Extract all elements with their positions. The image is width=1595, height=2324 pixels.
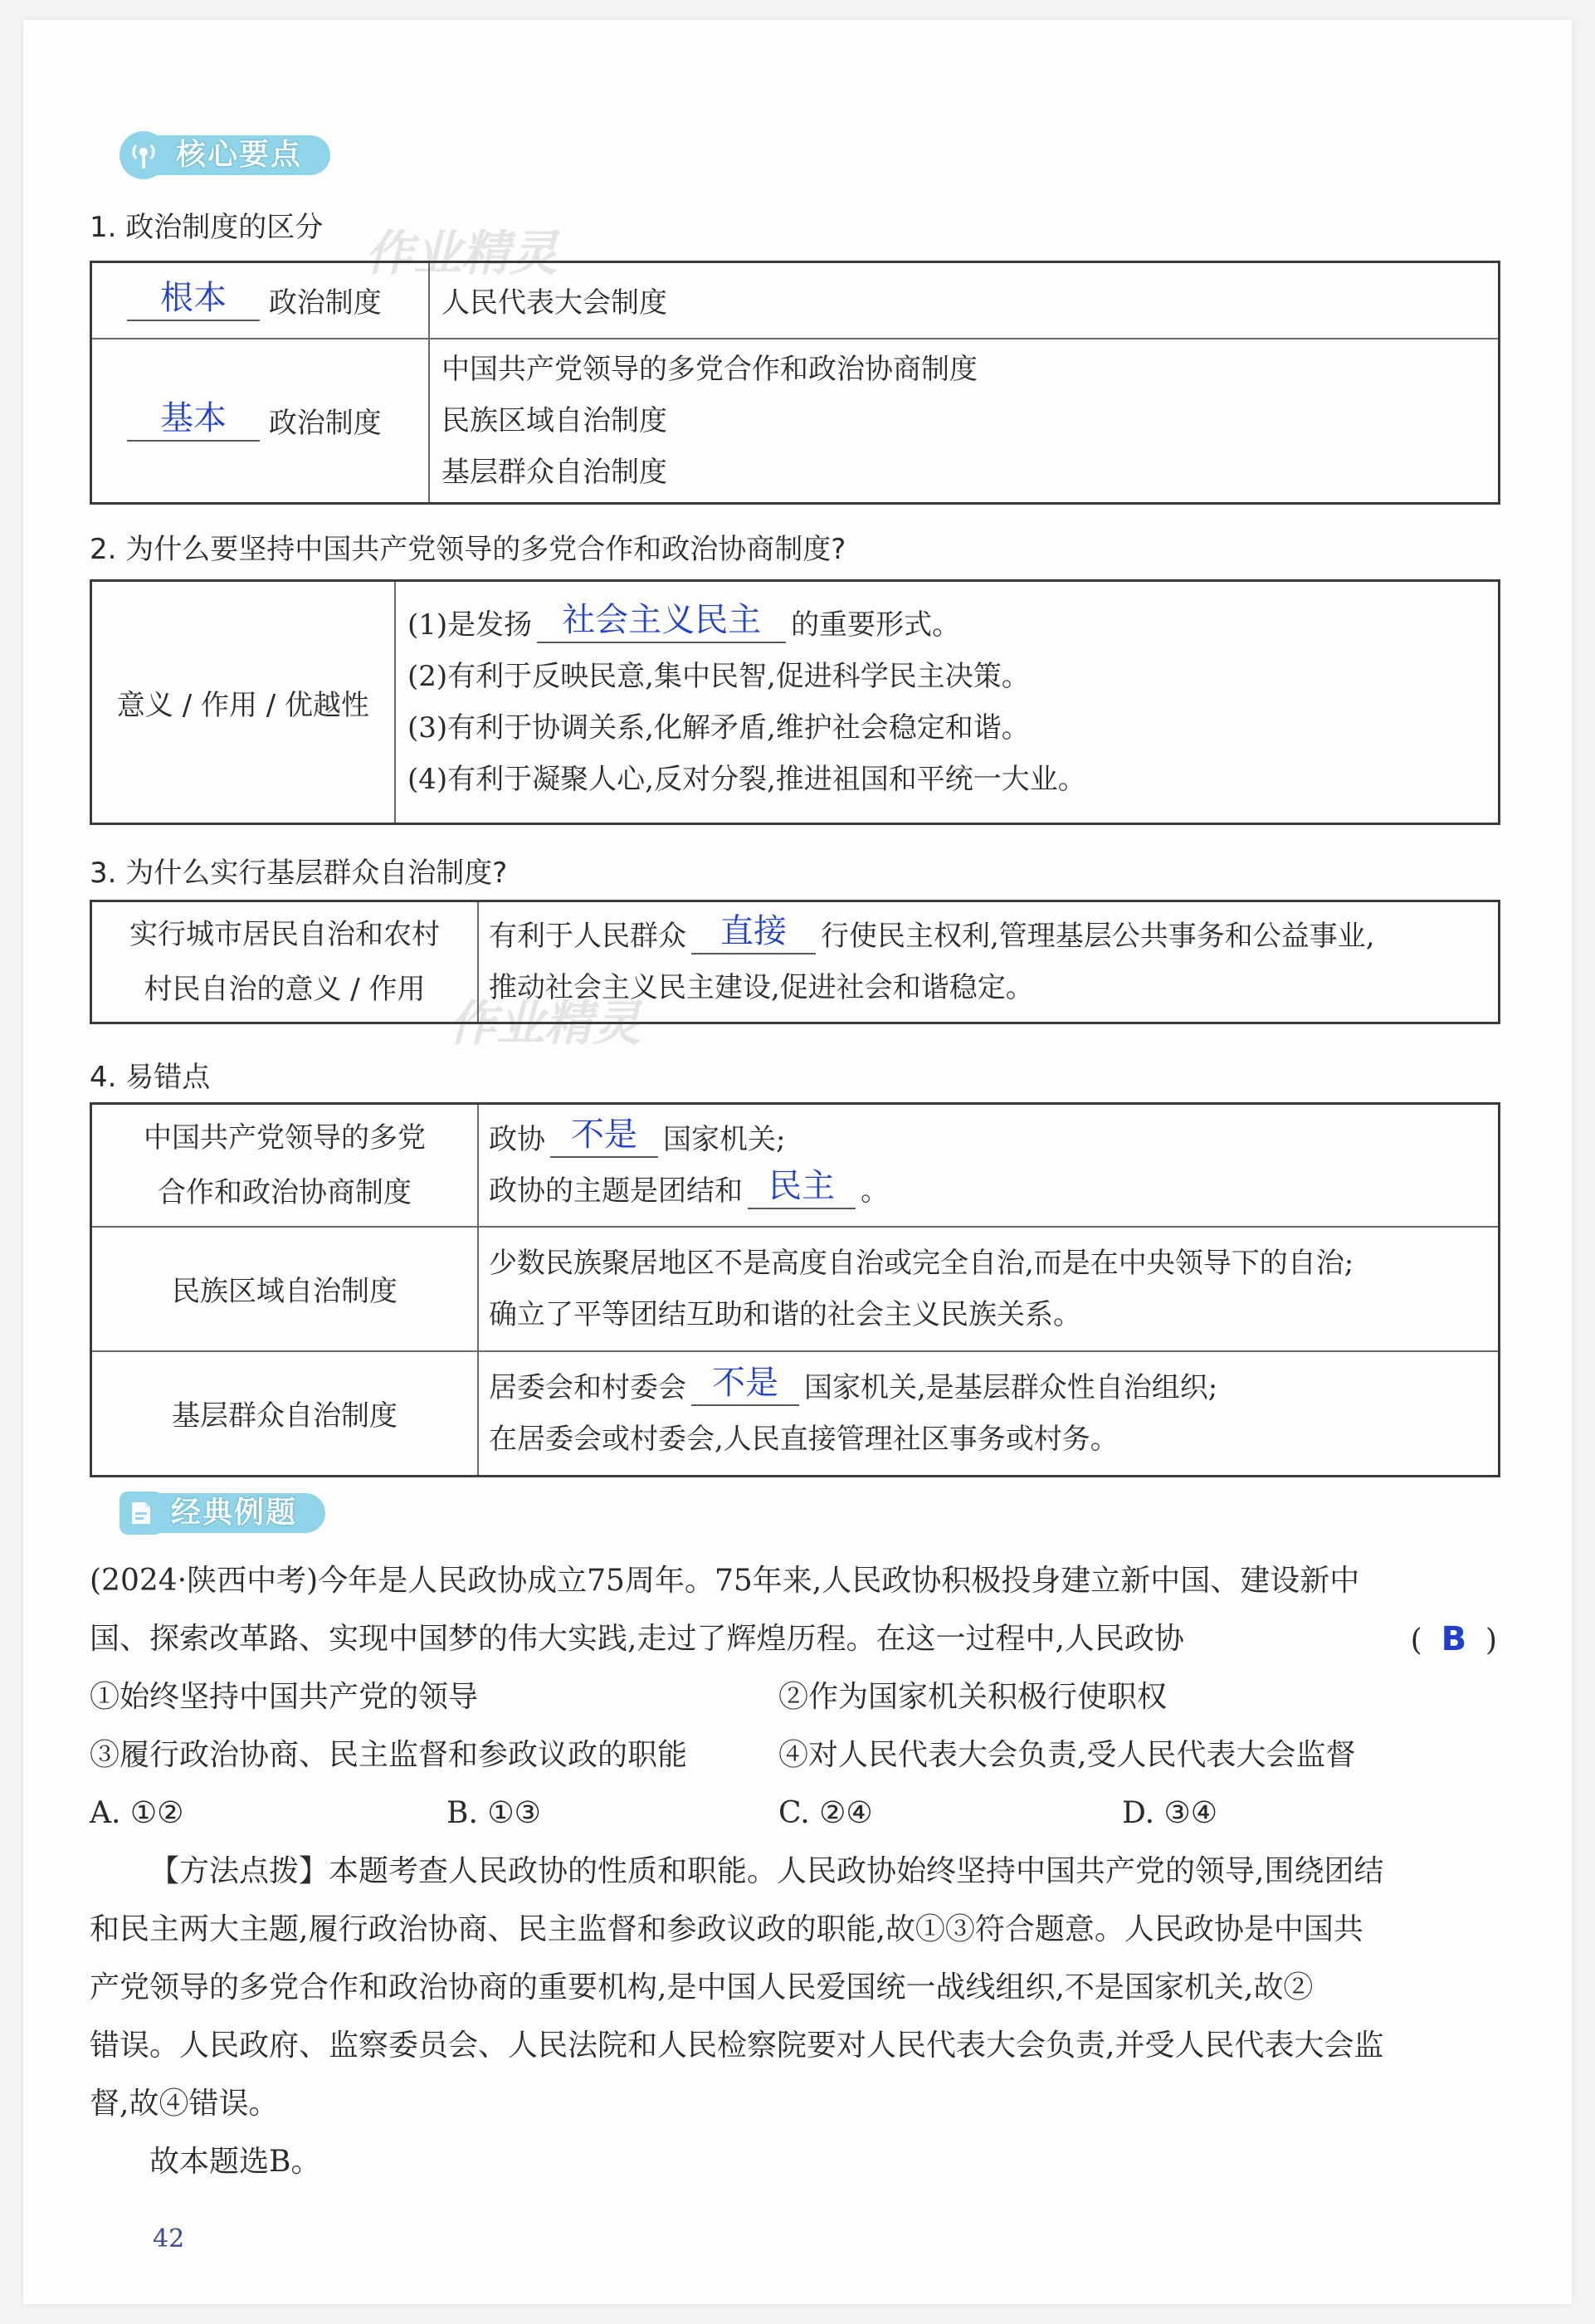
watermark: 作业精灵 — [448, 995, 641, 1052]
section-title-2: 2. 为什么要坚持中国共产党领导的多党合作和政治协商制度? — [90, 533, 846, 566]
answer-fill: 根本 — [160, 278, 227, 317]
option: ②作为国家机关积极行使职权 — [778, 1680, 1168, 1714]
table-political-system — [90, 261, 1500, 505]
table-row: 实行城市居民自治和农村 村民自治的意义 / 作用 有利于人民群众 直接 行使民主权利,管理基层公共事务和公益事业, 推动社会主义民主建设,促进社会和谐稳定。 — [91, 901, 1500, 1023]
table-row: 意义 / 作用 / 优越性 (1)是发扬 社会主义民主 的重要形式。 (2)有利于反映民意,集中民智,促进科学民主决策。 (3)有利于协调关系,化解矛盾,维护社会稳定和谐。 (4)有利于凝聚人心,反对分裂,推进祖国和平统一大业。 — [91, 581, 1500, 824]
choice: B. ①③ — [446, 1796, 541, 1830]
page-number: 42 — [153, 2224, 185, 2253]
banner-label: 核心要点 — [153, 135, 330, 175]
choice: C. ②④ — [778, 1796, 873, 1830]
table-common-mistakes — [90, 1102, 1500, 1477]
answer-fill: B — [1441, 1620, 1467, 1658]
section-title-1: 1. 政治制度的区分 — [90, 211, 324, 244]
watermark: 作业精灵 — [365, 225, 558, 281]
table-row: 根本 政治制度 人民代表大会制度 — [91, 262, 1500, 339]
answer-fill: 直接 — [720, 912, 787, 950]
example-question: (2024·陕西中考)今年是人民政协成立75周年。75年来,人民政协积极投身建立新中国、建设新中 国、探索改革路、实现中国梦的伟大实践,走过了辉煌历程。在这一过程中,人民政协 ( B ) ①始终坚持中国共产党的领导 ②作为国家机关积极行使职权 ③履行政治协商、民主监督和参政议政的职能 ④对人民代表大会负责,受人民代表大会监督 A. ①② B. ①③ C. ②④ D. ③④ 【方法点拨】本题考查人民政协的性质和职能。人民政协始终坚持中国共产党的领导,围绕团结 和民主两大主题,履行政治协商、民主监督和参政议政的职能,故①③符合题意。人民政协是中国共 产党领导的多党合作和政治协商的重要机构,是中国人民爱国统一战线组织,不是国家机关,故② 错误。人民政府、监察委员会、人民法院和人民检察院要对人民代表大会负责,并受人民代表大会监 督,故④错误。 故本题选B。 — [90, 1564, 1497, 2179]
answer-fill: 社会主义民主 — [562, 601, 762, 639]
paper-icon — [120, 1492, 163, 1535]
option: ③履行政治协商、民主监督和参政议政的职能 — [90, 1738, 688, 1772]
table-row: 基本 政治制度 中国共产党领导的多党合作和政治协商制度 民族区域自治制度 基层群众自治制度 — [91, 339, 1500, 504]
row-label: 意义 / 作用 / 优越性 — [91, 581, 396, 824]
table-grassroots — [90, 900, 1500, 1024]
signal-icon — [120, 131, 168, 179]
answer-fill: 基本 — [160, 398, 227, 437]
table-row: 基层群众自治制度 居委会和村委会 不是 国家机关,是基层群众性自治组织; 在居委会或村委会,人民直接管理社区事务或村务。 — [91, 1351, 1500, 1477]
choice: A. ①② — [90, 1796, 184, 1830]
option: ①始终坚持中国共产党的领导 — [90, 1680, 479, 1714]
banner-label: 经典例题 — [148, 1493, 325, 1533]
table-multiparty — [90, 579, 1500, 825]
answer-fill: 民主 — [768, 1166, 835, 1205]
table-row: 民族区域自治制度 少数民族聚居地区不是高度自治或完全自治,而是在中央领导下的自治; 确立了平等团结互助和谐的社会主义民族关系。 — [91, 1227, 1500, 1351]
section-banner-core — [120, 133, 330, 178]
answer-bracket: ( B ) — [1410, 1620, 1497, 1658]
option: ④对人民代表大会负责,受人民代表大会监督 — [778, 1738, 1356, 1772]
answer-fill: 不是 — [571, 1115, 637, 1154]
answer-fill: 不是 — [712, 1363, 778, 1402]
section-title-4: 4. 易错点 — [90, 1061, 211, 1094]
table-row: 中国共产党领导的多党 合作和政治协商制度 政协 不是 国家机关; 政协的主题是团结和 民主 。 — [91, 1104, 1500, 1227]
choice: D. ③④ — [1122, 1796, 1218, 1830]
section-banner-example — [120, 1491, 325, 1536]
section-title-3: 3. 为什么实行基层群众自治制度? — [90, 857, 508, 890]
